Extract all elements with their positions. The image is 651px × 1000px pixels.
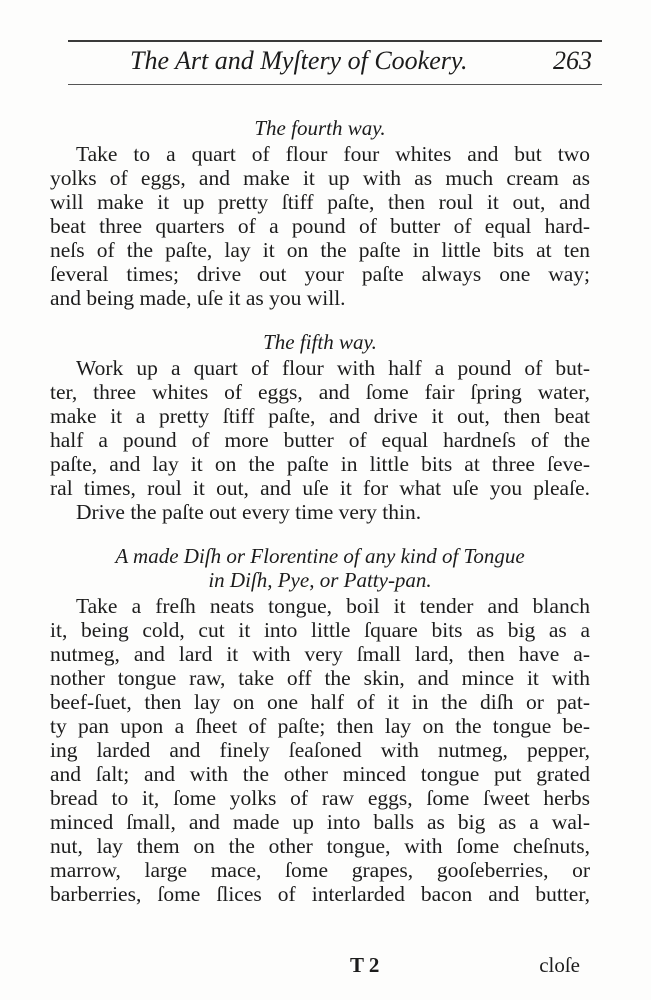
recipe-paragraph-fifth-way xyxy=(50,356,590,524)
signature-mark: T 2 xyxy=(350,953,380,977)
text-line: it, being cold, cut it into little ſquare bits as big as a xyxy=(50,618,590,642)
header-top-rule xyxy=(68,40,602,42)
text-line: and ſalt; and with the other minced tongue put grated xyxy=(50,762,590,786)
text-line: ter, three whites of eggs, and ſome fair ſpring water, xyxy=(50,380,590,404)
section-title-fifth-way: The fifth way. xyxy=(263,330,377,354)
page-body xyxy=(50,110,590,906)
text-line: will make it up pretty ſtiff paſte, then roul it out, and xyxy=(50,190,590,214)
text-line: barberries, ſome ſlices of interlarded bacon and butter, xyxy=(50,882,590,906)
text-line: Take to a quart of flour four whites and but two xyxy=(76,142,590,166)
text-line: half a pound of more butter of equal hardneſs of the xyxy=(50,428,590,452)
page-footer xyxy=(50,953,590,979)
section-title-fourth-way: The fourth way. xyxy=(254,116,386,140)
page-header xyxy=(68,46,602,82)
text-line: neſs of the paſte, lay it on the paſte in little bits at ten xyxy=(50,238,590,262)
recipe-paragraph-fourth-way xyxy=(50,142,590,310)
text-line: Take a freſh neats tongue, boil it tender and blanch xyxy=(76,594,590,618)
text-line: bread to it, ſome yolks of raw eggs, ſome ſweet herbs xyxy=(50,786,590,810)
text-line: ſeveral times; drive out your paſte always one way; xyxy=(50,262,590,286)
text-line: ing larded and finely ſeaſoned with nutmeg, pepper, xyxy=(50,738,590,762)
text-line: Drive the paſte out every time very thin. xyxy=(76,500,422,524)
text-line: make it a pretty ſtiff paſte, and drive it out, then beat xyxy=(50,404,590,428)
recipe-paragraph-florentine-tongue xyxy=(50,594,590,906)
running-title: The Art and Myſtery of Cookery. xyxy=(130,46,468,75)
text-line: beat three quarters of a pound of butter of equal hard- xyxy=(50,214,590,238)
section-title-line: A made Diſh or Florentine of any kind of Tongue xyxy=(115,544,525,568)
text-line: Work up a quart of flour with half a pound of but- xyxy=(76,356,590,380)
text-line: yolks of eggs, and make it up with as much cream as xyxy=(50,166,590,190)
text-line: ty pan upon a ſheet of paſte; then lay on the tongue be- xyxy=(50,714,590,738)
text-line: nut, lay them on the other tongue, with ſome cheſnuts, xyxy=(50,834,590,858)
catchword: cloſe xyxy=(539,953,580,977)
header-bottom-rule xyxy=(68,84,602,85)
text-line: minced ſmall, and made up into balls as big as a wal- xyxy=(50,810,590,834)
text-line: paſte, and lay it on the paſte in little bits at three ſeve- xyxy=(50,452,590,476)
text-line: nother tongue raw, take off the skin, and mince it with xyxy=(50,666,590,690)
section-title-florentine-tongue xyxy=(50,544,590,592)
section-title-line: in Diſh, Pye, or Patty-pan. xyxy=(208,568,432,592)
text-line: ral times, roul it out, and uſe it for what uſe you pleaſe. xyxy=(50,476,590,500)
text-line: marrow, large mace, ſome grapes, gooſeberries, or xyxy=(50,858,590,882)
text-line: beef-ſuet, then lay on one half of it in the diſh or pat- xyxy=(50,690,590,714)
page-number: 263 xyxy=(553,46,592,75)
text-line: nutmeg, and lard it with very ſmall lard, then have a- xyxy=(50,642,590,666)
text-line: and being made, uſe it as you will. xyxy=(50,286,346,310)
